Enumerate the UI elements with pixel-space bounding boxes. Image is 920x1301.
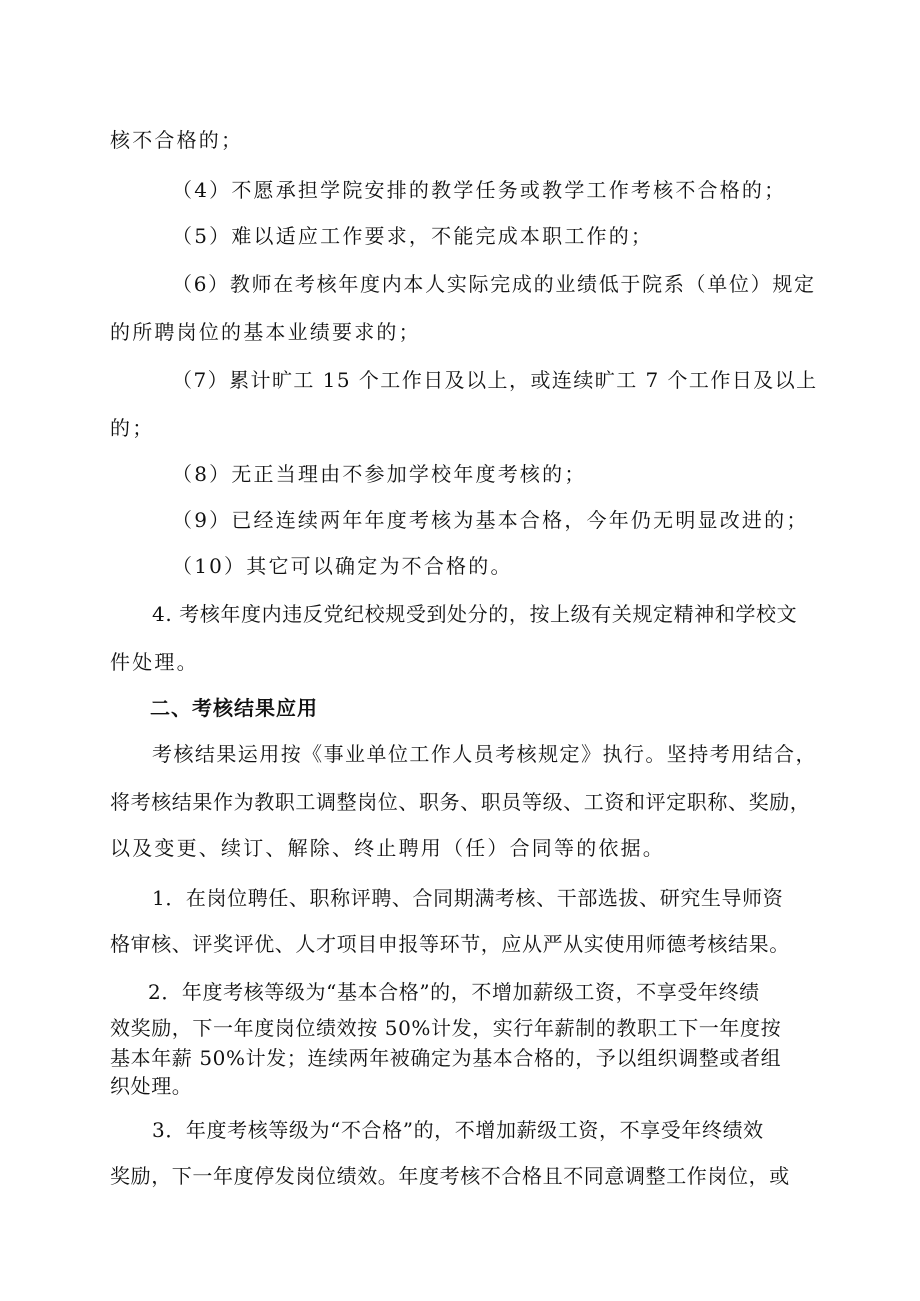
list-item: （7）累计旷工 15 个工作日及以上，或连续旷工 7 个工作日及以上 <box>172 368 818 392</box>
list-item: （9）已经连续两年年度考核为基本合格，今年仍无明显改进的； <box>172 508 809 532</box>
text-line: 织处理。 <box>110 1074 193 1098</box>
list-item: （6）教师在考核年度内本人实际完成的业绩低于院系（单位）规定 <box>172 272 816 296</box>
list-item: （10）其它可以确定为不合格的。 <box>172 554 513 578</box>
text-line: 件处理。 <box>110 650 199 674</box>
text-line: 格审核、评奖评优、人才项目申报等环节，应从严从实使用师德考核结果。 <box>110 932 790 956</box>
text-line: 将考核结果作为教职工调整岗位、职务、职员等级、工资和评定职称、奖励， <box>110 790 811 814</box>
list-item: （4）不愿承担学院安排的教学任务或教学工作考核不合格的； <box>172 178 787 202</box>
list-item: （5）难以适应工作要求，不能完成本职工作的； <box>172 224 654 248</box>
list-item: 4. 考核年度内违反党纪校规受到处分的，按上级有关规定精神和学校文 <box>152 602 798 626</box>
text-line: 奖励，下一年度停发岗位绩效。年度考核不合格且不同意调整工作岗位，或 <box>110 1164 790 1188</box>
text-line: 基本年薪 50%计发；连续两年被确定为基本合格的，予以组织调整或者组 <box>110 1046 782 1070</box>
list-item: 1．在岗位聘任、职称评聘、合同期满考核、干部选拔、研究生导师资 <box>152 886 784 910</box>
text-line: 的； <box>110 416 155 440</box>
list-item: 2．年度考核等级为“基本合格”的，不增加薪级工资，不享受年终绩 <box>148 980 760 1004</box>
text-line: 的所聘岗位的基本业绩要求的； <box>110 320 421 344</box>
text-line: 核不合格的； <box>110 128 244 152</box>
section-heading: 二、考核结果应用 <box>150 696 318 720</box>
list-item: （8）无正当理由不参加学校年度考核的； <box>172 462 587 486</box>
list-item: 3．年度考核等级为“不合格”的，不增加薪级工资，不享受年终绩效 <box>152 1118 764 1142</box>
text-line: 考核结果运用按《事业单位工作人员考核规定》执行。坚持考用结合， <box>152 742 817 766</box>
text-line: 以及变更、续订、解除、终止聘用（任）合同等的依据。 <box>110 836 665 860</box>
text-line: 效奖励，下一年度岗位绩效按 50%计发，实行年薪制的教职工下一年度按 <box>110 1016 782 1040</box>
